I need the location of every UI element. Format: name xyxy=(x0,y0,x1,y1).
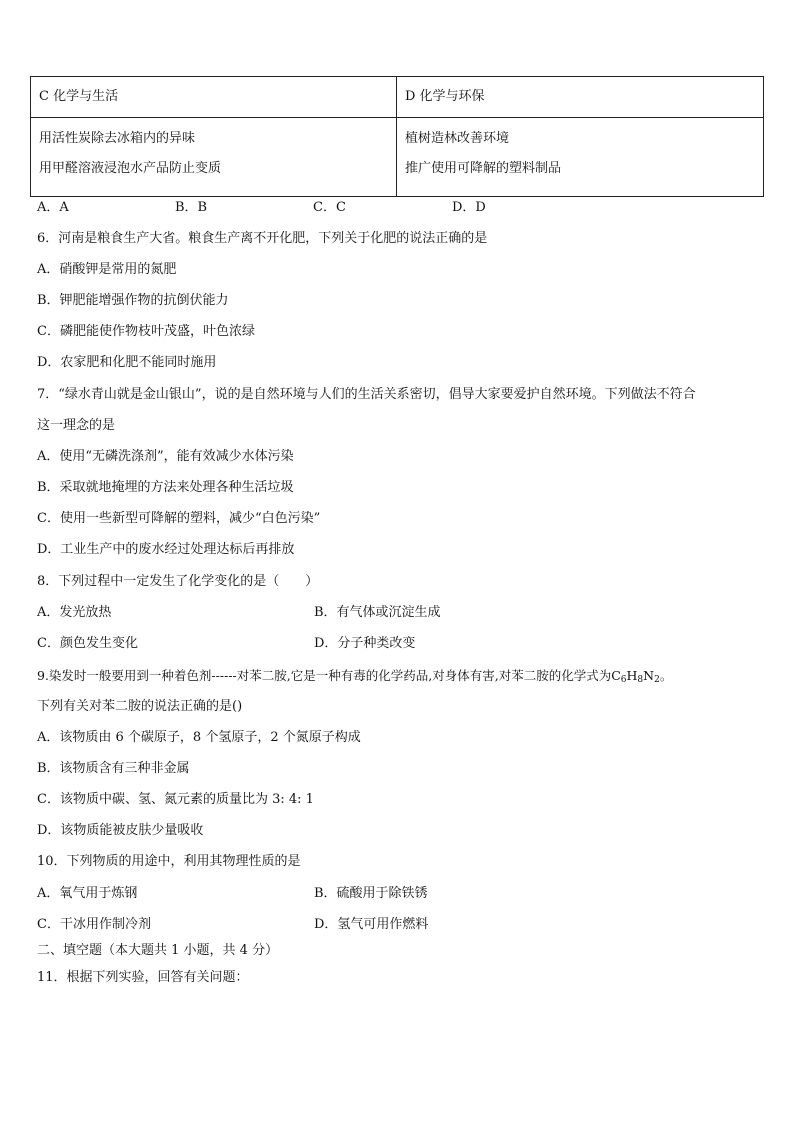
table-header-c: C 化学与生活 xyxy=(31,77,397,118)
q7-stem-line-1: 7．“绿水青山就是金山银山”，说的是自然环境与人们的生活关系密切，倡导大家要爱护自然环境。下列做法不符合 xyxy=(37,387,696,402)
q10-option-a: A．氧气用于炼钢 xyxy=(37,886,138,901)
table-header-row xyxy=(31,77,764,118)
q5-option-a: A．A xyxy=(37,200,69,215)
q5-option-b: B．B xyxy=(175,200,208,215)
q9-option-c: C．该物质中碳、氢、氮元素的质量比为 3: 4: 1 xyxy=(37,792,314,807)
q9-option-d: D．该物质能被皮肤少量吸收 xyxy=(37,823,204,838)
q10-option-b: B．硫酸用于除铁锈 xyxy=(314,886,428,901)
q9-formula xyxy=(611,668,660,683)
q8-option-c: C．颜色发生变化 xyxy=(37,636,138,651)
table-header-d: D 化学与环保 xyxy=(397,77,764,118)
q7-option-d: D．工业生产中的废水经过处理达标后再排放 xyxy=(37,542,295,557)
section-title: 二、填空题（本大题共 1 小题，共 4 分） xyxy=(37,943,279,958)
q9-stem-end: 。 xyxy=(659,668,673,683)
table-cell-d-item-2: 推广使用可降解的塑料制品 xyxy=(405,161,562,176)
formula-c-count: 6 xyxy=(620,675,627,685)
formula-c: C xyxy=(611,668,621,683)
q8-stem: 8．下列过程中一定发生了化学变化的是（ ） xyxy=(37,574,319,589)
q9-option-a: A．该物质由 6 个碳原子，8 个氢原子，2 个氮原子构成 xyxy=(37,730,361,745)
table-cell-d xyxy=(397,118,764,197)
q9-stem-line-2: 下列有关对苯二胺的说法正确的是() xyxy=(37,699,243,714)
table-body-row xyxy=(31,118,764,197)
q10-option-c: C．干冰用作制冷剂 xyxy=(37,917,151,932)
q7-option-b: B．采取就地掩埋的方法来处理各种生活垃圾 xyxy=(37,480,294,495)
q6-option-d: D．农家肥和化肥不能同时施用 xyxy=(37,355,217,370)
q6-option-a: A．硝酸钾是常用的氮肥 xyxy=(37,262,177,277)
q9-stem-line-1 xyxy=(37,666,672,690)
formula-n-count: 2 xyxy=(654,675,660,685)
q7-stem-line-2: 这一理念的是 xyxy=(37,418,116,433)
q8-option-a: A．发光放热 xyxy=(37,605,112,620)
formula-h: H xyxy=(626,668,638,683)
q6-option-b: B．钾肥能增强作物的抗倒伏能力 xyxy=(37,293,229,308)
q6-option-c: C．磷肥能使作物枝叶茂盛，叶色浓绿 xyxy=(37,324,255,339)
q5-option-d: D．D xyxy=(452,200,486,215)
q9-stem-text: 9.染发时一般要用到一种着色剂------对苯二胺,它是一种有毒的化学药品,对身体有害,对苯二胺的化学式为 xyxy=(37,668,612,683)
formula-n: N xyxy=(643,668,655,683)
q8-option-b: B．有气体或沉淀生成 xyxy=(314,605,441,620)
q7-option-a: A．使用“无磷洗涤剂”，能有效减少水体污染 xyxy=(37,449,294,464)
table-cell-d-item-1: 植树造林改善环境 xyxy=(405,131,510,146)
q10-option-d: D．氢气可用作燃料 xyxy=(314,917,429,932)
q5-option-c: C．C xyxy=(313,200,346,215)
q6-stem: 6．河南是粮食生产大省。粮食生产离不开化肥，下列关于化肥的说法正确的是 xyxy=(37,231,488,246)
q8-option-d: D．分子种类改变 xyxy=(314,636,416,651)
q9-option-b: B．该物质含有三种非金属 xyxy=(37,761,190,776)
formula-h-count: 8 xyxy=(637,675,644,685)
table-cell-c-item-1: 用活性炭除去冰箱内的异味 xyxy=(39,131,196,146)
table-cell-c xyxy=(31,118,397,197)
table-cell-c-item-2: 用甲醛溶液浸泡水产品防止变质 xyxy=(39,161,222,176)
q11-stem: 11．根据下列实验，回答有关问题： xyxy=(37,970,249,985)
q10-stem: 10．下列物质的用途中，利用其物理性质的是 xyxy=(37,854,301,869)
comparison-table xyxy=(30,76,764,197)
q7-option-c: C．使用一些新型可降解的塑料，减少“白色污染” xyxy=(37,511,321,526)
